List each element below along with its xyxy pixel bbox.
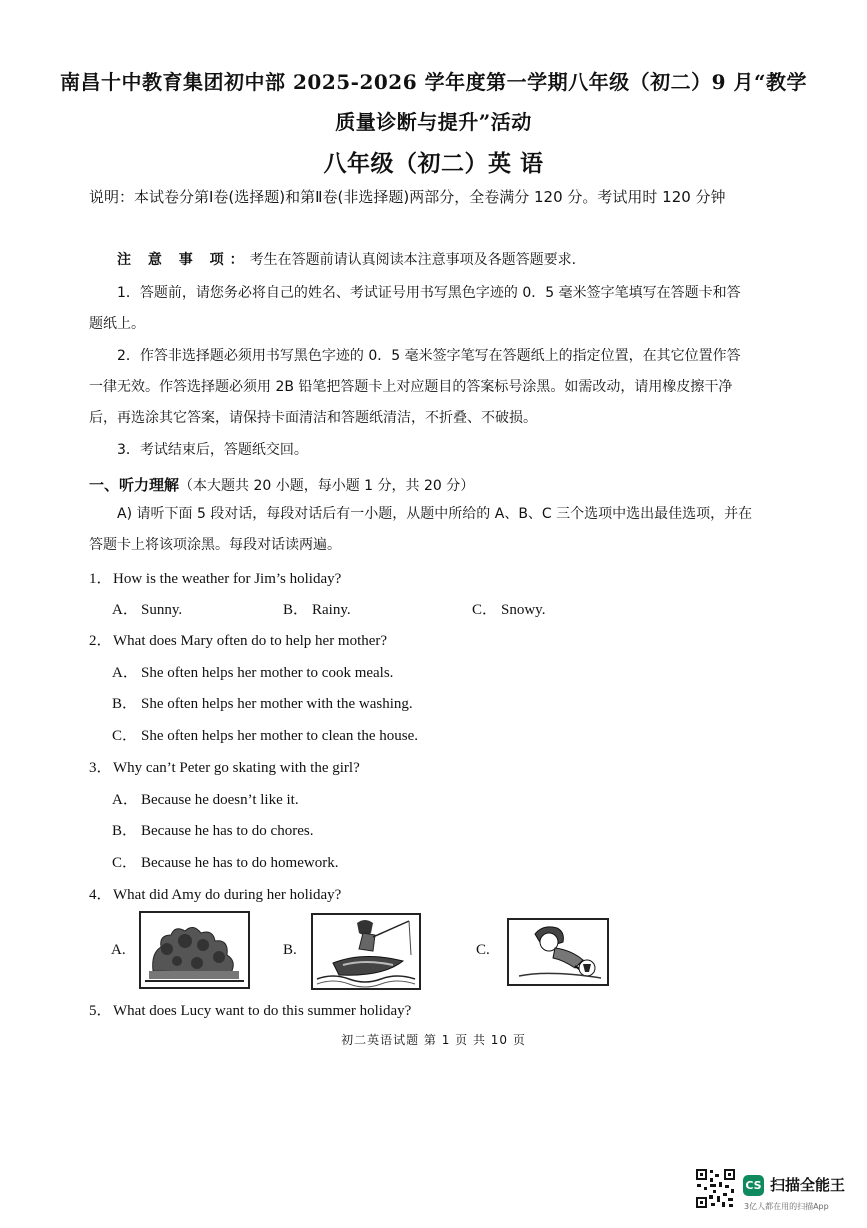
q1-option-b[interactable] bbox=[283, 598, 351, 619]
camscanner-logo-icon: CS bbox=[743, 1175, 764, 1196]
soccer-player-picture-icon[interactable] bbox=[507, 918, 609, 986]
option-text: Because he has to do chores. bbox=[141, 823, 314, 839]
camscanner-name: 扫描全能王 bbox=[770, 1176, 846, 1194]
question-number: 5． bbox=[89, 1003, 112, 1019]
qr-code-icon bbox=[695, 1168, 736, 1209]
q4-option-b-label[interactable]: B. bbox=[283, 942, 297, 958]
q3-option-c[interactable] bbox=[112, 851, 338, 872]
question-text: What does Mary often do to help her mother? bbox=[113, 633, 388, 649]
q2-option-b[interactable] bbox=[112, 692, 413, 713]
option-text: Sunny. bbox=[141, 602, 183, 618]
option-letter: A． bbox=[112, 665, 138, 681]
question-text: Why can’t Peter go skating with the girl? bbox=[113, 760, 360, 776]
section-instructions: A) 请听下面 5 段对话，每段对话后有一小题，从题中所给的 A、B、C 三个选项中选出最佳选项，并在答题卡上将该项涂黑。每段对话读两遍。 bbox=[89, 506, 753, 553]
exam-subject-title: 八年级（初二）英 语 bbox=[323, 150, 544, 177]
notice-text: 考生在答题前请认真阅读本注意事项及各题答题要求. bbox=[249, 252, 577, 268]
question-text: What does Lucy want to do this summer holiday? bbox=[113, 1003, 412, 1019]
option-text: Because he has to do homework. bbox=[141, 855, 339, 871]
q4-option-a-label[interactable]: A. bbox=[111, 942, 126, 958]
exam-title-line2: 质量诊断与提升”活动 bbox=[335, 110, 532, 134]
question-1 bbox=[89, 567, 341, 588]
question-number: 3． bbox=[89, 760, 112, 776]
question-text: What did Amy do during her holiday? bbox=[113, 887, 342, 903]
notice-item-1: 1．答题前，请您务必将自己的姓名、考试证号用书写黑色字迹的 0．5 毫米签字笔填写在答题卡和答题纸上。 bbox=[89, 285, 741, 332]
exam-description: 说明：本试卷分第Ⅰ卷(选择题)和第Ⅱ卷(非选择题)两部分，全卷满分 120 分。考试用时 120 分钟 bbox=[89, 188, 726, 206]
q2-option-a[interactable] bbox=[112, 661, 393, 682]
option-text: She often helps her mother to cook meals. bbox=[141, 665, 394, 681]
section-note: （本大题共 20 小题，每小题 1 分，共 20 分） bbox=[179, 478, 475, 494]
q3-option-a[interactable] bbox=[112, 788, 299, 809]
option-letter: A． bbox=[112, 602, 138, 618]
q1-option-a[interactable] bbox=[112, 598, 182, 619]
question-number: 1． bbox=[89, 571, 112, 587]
exam-title-line1: 南昌十中教育集团初中部 2025-2026 学年度第一学期八年级（初二）9 月“教学 bbox=[60, 70, 807, 94]
question-4 bbox=[89, 883, 341, 904]
camscanner-tagline: 3亿人都在用的扫描App bbox=[744, 1202, 829, 1211]
q4-option-c-label[interactable]: C. bbox=[476, 942, 490, 958]
option-text: Because he doesn’t like it. bbox=[141, 792, 299, 808]
section-heading bbox=[89, 474, 474, 495]
q1-option-c[interactable] bbox=[472, 598, 545, 619]
question-3 bbox=[89, 756, 360, 777]
trees-picture-icon[interactable] bbox=[139, 911, 250, 989]
page-footer: 初二英语试题 第 1 页 共 10 页 bbox=[341, 1033, 526, 1047]
option-text: She often helps her mother with the washing. bbox=[141, 696, 413, 712]
notice-label: 注 意 事 项： bbox=[117, 252, 250, 268]
option-letter: C． bbox=[472, 602, 498, 618]
option-text: She often helps her mother to clean the house. bbox=[141, 728, 419, 744]
option-text: Snowy. bbox=[501, 602, 546, 618]
option-letter: B． bbox=[112, 823, 138, 839]
option-letter: A． bbox=[112, 792, 138, 808]
option-text: Rainy. bbox=[312, 602, 351, 618]
option-letter: B． bbox=[283, 602, 309, 618]
section-title: 一、听力理解 bbox=[89, 476, 180, 494]
fishing-picture-icon[interactable] bbox=[311, 913, 421, 990]
option-letter: B． bbox=[112, 696, 138, 712]
question-text: How is the weather for Jim’s holiday? bbox=[113, 571, 342, 587]
option-letter: C． bbox=[112, 855, 138, 871]
option-letter: C． bbox=[112, 728, 138, 744]
question-2 bbox=[89, 629, 387, 650]
notice bbox=[89, 245, 754, 276]
q3-option-b[interactable] bbox=[112, 819, 313, 840]
notice-item-3: 3．考试结束后，答题纸交回。 bbox=[117, 442, 308, 458]
question-5 bbox=[89, 999, 411, 1020]
notice-item-2: 2．作答非选择题必须用书写黑色字迹的 0．5 毫米签字笔写在答题纸上的指定位置，在其它位置作答一律无效。作答选择题必须用 2B 铅笔把答题卡上对应题目的答案标号涂黑。如需改动，请用橡皮擦干净后，再选涂其它答案，请保持卡面清洁和答题纸清洁，不折叠、不破损。 bbox=[89, 348, 741, 426]
question-number: 2． bbox=[89, 633, 112, 649]
question-number: 4． bbox=[89, 887, 112, 903]
q2-option-c[interactable] bbox=[112, 724, 418, 745]
